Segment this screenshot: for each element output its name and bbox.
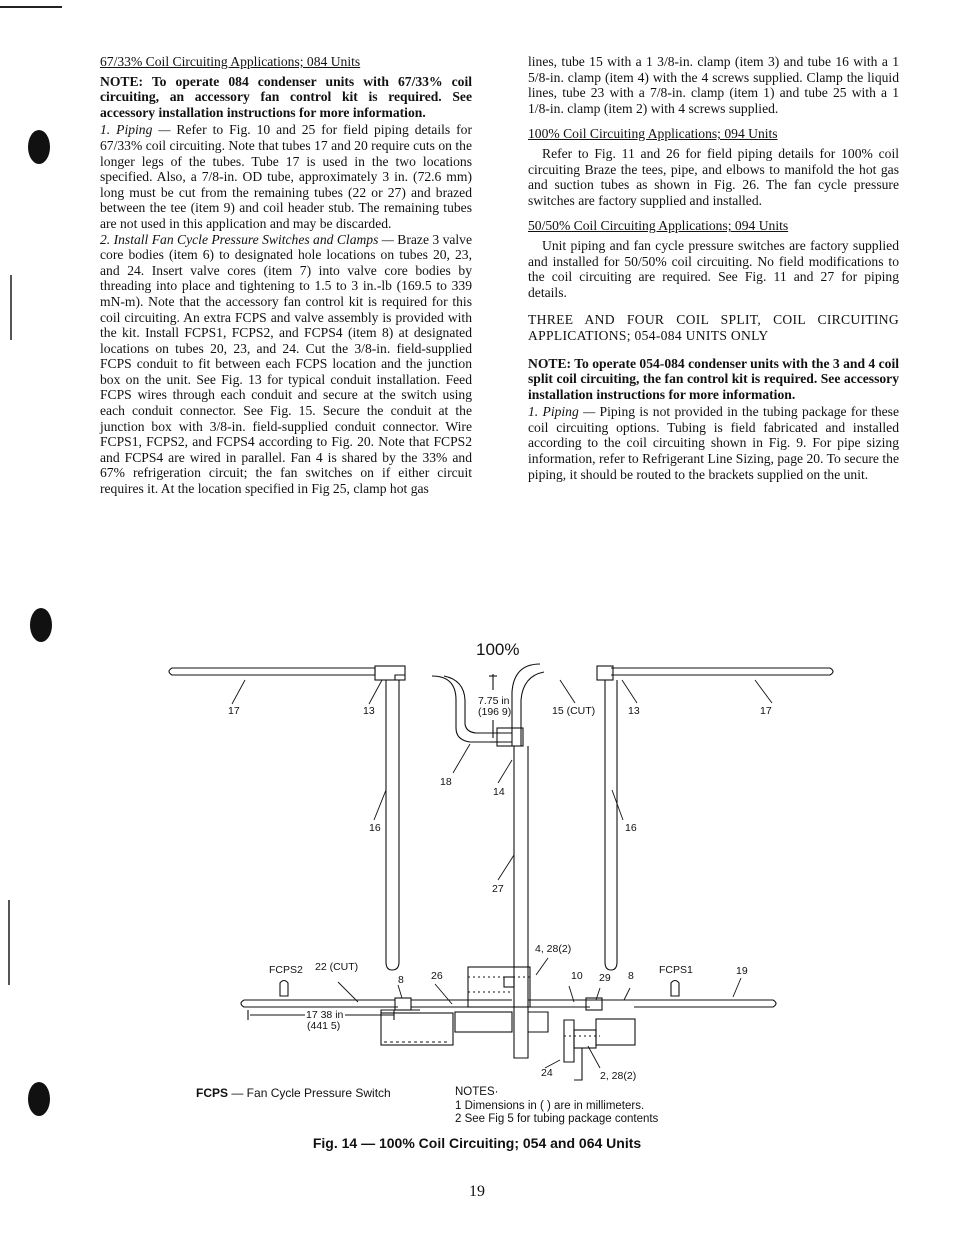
left-column <box>100 54 472 497</box>
note-054-084: NOTE: To operate 054-084 condenser units with the 3 and 4 coil split coil circuiting, the fan control kit is required. See accessory installation instructions for more information. <box>528 355 899 402</box>
label-24: 24 <box>541 1067 553 1079</box>
label-fcps2: FCPS2 <box>269 964 303 976</box>
label-8-left: 8 <box>398 974 404 986</box>
label-8-right: 8 <box>628 970 634 982</box>
right-column <box>528 54 899 482</box>
label-18: 18 <box>440 776 452 788</box>
legend-abbr: FCPS <box>196 1086 229 1100</box>
figure-caption: Fig. 14 — 100% Coil Circuiting; 054 and 064 Units <box>312 1135 642 1151</box>
dimension-17-38-mm: (441 5) <box>307 1020 341 1032</box>
piping-text: Refer to Fig. 10 and 25 for field piping details for 67/33% coil circuiting. Note that tubes 17 and 20 require cuts on the longer legs of the tubes. Tube 17 is used in the two locations specified. Also, a 7/8-in. OD tube, approximately 3 in. (72.6 mm) long must be cut from the remaining tubes (22 or 27) and brazed between the tee (item 9) and coil header stub. The remaining tubes are not used in this application and may be discarded. <box>100 122 472 231</box>
label-27: 27 <box>492 883 504 895</box>
fcps-label: 2. Install Fan Cycle Pressure Switches and Clamps — <box>100 231 394 247</box>
label-29: 29 <box>599 972 611 984</box>
dimension-7-75: 7.75 in <box>478 695 510 707</box>
binder-hole-middle <box>30 608 52 642</box>
piping-label: 1. Piping — <box>100 122 171 138</box>
note-1: 1 Dimensions in ( ) are in millimeters. <box>455 1099 645 1112</box>
paragraph-5050: Unit piping and fan cycle pressure switches are factory supplied and installed for 50/50% coil circuiting. No field modifications to the coil circuiting are required. See Fig. 11 and 27 for piping details. <box>528 237 899 300</box>
dimension-7-75-mm: (196 9) <box>478 706 512 718</box>
figure-notes <box>455 1086 658 1127</box>
piping-text-2: Piping is not provided in the tubing package for these coil circuiting options. Tubing is field fabricated and installed according to the coil circuiting shown in Fig. 9. For pipe sizing information, refer to Refrigerant Line Sizing, page 20. To secure the piping, it should be routed to the brackets supplied on the unit. <box>528 404 900 482</box>
figure-title: 100% <box>476 640 520 659</box>
label-4-28: 4, 28(2) <box>535 943 572 955</box>
section-heading-5050: 50/50% Coil Circuiting Applications; 094 Units <box>528 218 789 234</box>
note-2: 2 See Fig 5 for tubing package contents <box>455 1113 659 1125</box>
page-number: 19 <box>469 1183 485 1200</box>
piping-paragraph-2 <box>528 404 899 482</box>
margin-mark <box>8 900 10 985</box>
note-084: NOTE: To operate 084 condenser units with 67/33% coil circuiting, an accessory fan control kit is required. See accessory installation instructions for more information. <box>100 73 472 120</box>
section-heading-100: 100% Coil Circuiting Applications; 094 Units <box>528 126 778 142</box>
top-rule <box>0 6 62 8</box>
figure-legend <box>196 1086 391 1100</box>
notes-heading: NOTES· <box>455 1086 499 1098</box>
binder-hole-top <box>28 130 50 164</box>
dimension-17-38: 17 38 in <box>306 1009 344 1021</box>
margin-mark <box>10 275 12 340</box>
label-26: 26 <box>431 970 443 982</box>
continued-paragraph: lines, tube 15 with a 1 3/8-in. clamp (item 3) and tube 16 with a 1 5/8-in. clamp (item 4) with the 4 screws supplied. Clamp the liquid lines, tube 23 with a 7/8-in. clamp (item 1) and tube 25 with a 1 1/8-in. clamp (item 2) with 4 screws supplied. <box>528 54 899 116</box>
fcps-paragraph <box>100 232 472 497</box>
fcps-text: Braze 3 valve core bodies (item 6) to designated hole locations on tubes 20, 23, and 24. Insert valve cores (item 7) into valve core bodies by threading into place and tightening to 1.5 to 3 in.-lb (169.5 to 339 mN-m). Note that the accessory fan control kit is required for this coil circuiting. An extra FCPS and valve assembly is provided with the kit. Install FCPS1, FCPS2, and FCPS4 (item 8) at designated locations on tubes 20, 23, and 24. Cut the 3/8-in. field-supplied FCPS conduit to fit between each FCPS location and the junction box on the unit. See Fig. 13 for typical conduit installation. Feed FCPS wires through each conduit and secure at the switch using each conduit connector. See Fig. 15. Secure the conduit at the junction box with 3/8-in. field-supplied conduit connector. Wire FCPS1, FCPS2, and FCPS4 according to Fig. 20. Note that FCPS2 and FCPS4 are wired in parallel. Fan 4 is shared by the 33% and 67% refrigeration circuit; the fan switches on if either circuit requires it. At the location specified in Fig 25, clamp hot gas <box>100 231 473 497</box>
label-13-right: 13 <box>628 705 640 717</box>
label-19: 19 <box>736 965 748 977</box>
binder-hole-bottom <box>28 1082 50 1116</box>
paragraph-100: Refer to Fig. 11 and 26 for field piping details for 100% coil circuiting Braze the tees, pipe, and elbows to manifold the hot gas and suction tubes as shown in Fig. 26. The fan cycle pressure switches are factory supplied and installed. <box>528 145 899 208</box>
label-15-cut: 15 (CUT) <box>552 705 596 717</box>
label-17-left: 17 <box>228 705 240 717</box>
legend-text: — Fan Cycle Pressure Switch <box>228 1086 391 1100</box>
label-22-cut: 22 (CUT) <box>315 961 359 973</box>
section-heading-coil-split: THREE AND FOUR COIL SPLIT, COIL CIRCUITING APPLICATIONS; 054-084 UNITS ONLY <box>528 312 899 343</box>
label-13-left: 13 <box>363 705 375 717</box>
piping-label-2: 1. Piping — <box>528 404 596 420</box>
label-17-right: 17 <box>760 705 772 717</box>
label-16-left: 16 <box>369 822 381 834</box>
label-14: 14 <box>493 786 505 798</box>
label-2-28: 2, 28(2) <box>600 1070 637 1082</box>
section-heading-6733: 67/33% Coil Circuiting Applications; 084 Units <box>100 54 361 69</box>
piping-paragraph <box>100 122 472 231</box>
label-16-right: 16 <box>625 822 637 834</box>
label-10: 10 <box>571 970 583 982</box>
label-fcps1: FCPS1 <box>659 964 693 976</box>
